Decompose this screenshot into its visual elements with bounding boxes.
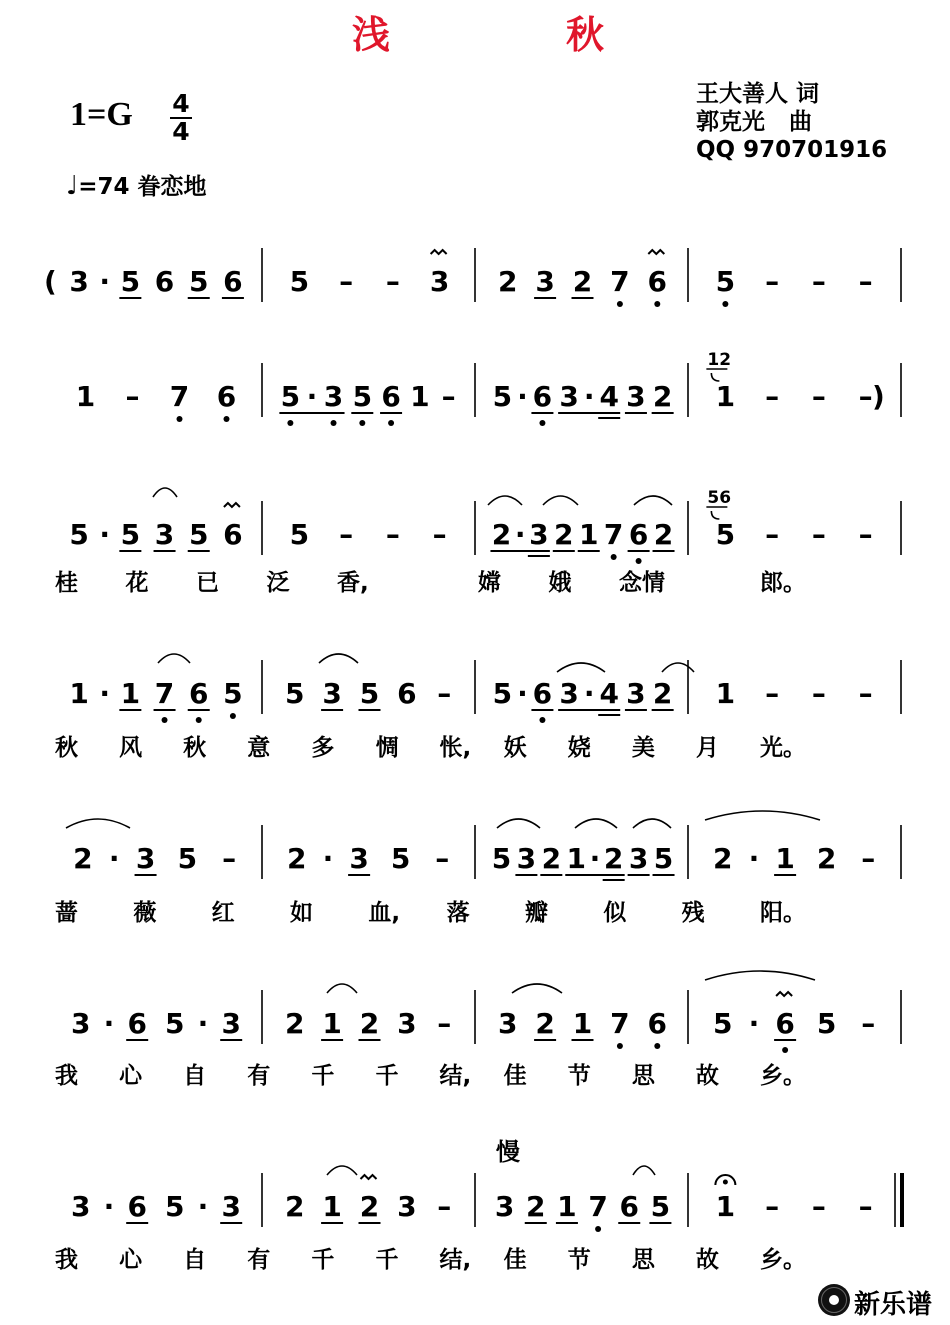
title-char-1: 浅	[352, 13, 391, 57]
slur	[488, 496, 522, 505]
lower-octave-dot	[230, 713, 236, 719]
lyric-word: 佳	[503, 1247, 527, 1273]
note: 5	[650, 1190, 671, 1223]
note: 2	[541, 842, 562, 875]
sustain-dash: –	[858, 677, 873, 710]
lower-octave-dot	[331, 420, 337, 426]
trill-icon	[776, 992, 792, 996]
sustain-dash: –	[858, 265, 873, 298]
note: 6	[619, 1190, 639, 1223]
quarter-note-icon: ♩	[66, 171, 79, 201]
dotted-note-mark: ·	[517, 677, 528, 710]
note: 7	[154, 677, 175, 710]
note: 6	[154, 265, 175, 298]
note: 3	[69, 265, 89, 298]
lyric-word: 红	[211, 900, 235, 926]
note: 6	[647, 1007, 668, 1040]
note: 6	[223, 265, 243, 298]
note: 3	[559, 677, 579, 710]
note: 7	[169, 380, 190, 413]
sustain-dash: –	[437, 677, 452, 710]
note: 6	[397, 677, 417, 710]
lyric-word: 思	[631, 1063, 655, 1089]
dotted-note-mark: ·	[99, 677, 111, 710]
note: 6	[532, 380, 553, 413]
slur	[575, 819, 617, 828]
sustain-dash: –	[858, 380, 873, 413]
note: 6	[127, 1190, 147, 1223]
lyric-word: 血,	[368, 900, 401, 926]
lyric-word: 乡。	[760, 1063, 806, 1089]
note: 2	[526, 1190, 546, 1223]
lower-octave-dot	[177, 416, 183, 422]
trill-icon	[224, 503, 240, 507]
note: 1	[322, 1007, 342, 1040]
note: 3	[535, 265, 555, 298]
lyric-word: 有	[247, 1063, 271, 1089]
lyric-word: 残	[681, 900, 705, 926]
lyric-word: 佳	[503, 1063, 527, 1089]
note: 5	[188, 518, 209, 551]
tempo-slow-marker: 慢	[496, 1138, 520, 1166]
lower-octave-dot	[224, 416, 230, 422]
note: 5	[390, 842, 411, 875]
sustain-dash: –	[858, 518, 873, 551]
note: 5	[120, 518, 141, 551]
lower-octave-dot	[611, 554, 617, 560]
sustain-dash: –	[385, 518, 400, 551]
note: 5	[120, 265, 141, 298]
note: 6	[188, 677, 209, 710]
note: 5	[492, 677, 513, 710]
dotted-note-mark: ·	[748, 842, 760, 875]
lyric-word: 泛	[266, 570, 290, 596]
lyric-word: 嫦	[478, 570, 501, 596]
lyric-word: 故	[695, 1247, 719, 1273]
note: 1	[557, 1190, 577, 1223]
note: 2	[653, 518, 674, 551]
lyric-word: 自	[183, 1247, 207, 1273]
slur	[633, 819, 671, 828]
sustain-dash: –	[765, 677, 780, 710]
note: 1	[715, 677, 736, 710]
slur	[512, 984, 562, 993]
qq-contact: QQ 970701916	[696, 137, 888, 163]
lyric-word: 娥	[548, 570, 572, 596]
slur	[662, 663, 694, 672]
slur	[327, 984, 357, 993]
lyric-word: 风	[119, 735, 143, 761]
slur	[543, 496, 578, 505]
note: 2	[73, 842, 93, 875]
slur	[705, 811, 820, 820]
lyric-word: 蔷	[55, 900, 78, 926]
note: 5	[715, 265, 736, 298]
sustain-dash: –	[385, 265, 400, 298]
dotted-note-mark: ·	[748, 1007, 760, 1040]
trill-icon	[431, 250, 447, 254]
note: 3	[516, 842, 537, 875]
slur	[158, 654, 190, 663]
lyric-word: 意	[247, 735, 271, 761]
lyric-word: 故	[695, 1063, 719, 1089]
lyric-word: 心	[119, 1063, 143, 1089]
sustain-dash: –	[765, 380, 780, 413]
lyricist-credit: 王大善人 词	[696, 81, 820, 107]
note: 2	[652, 677, 673, 710]
dotted-note-mark: ·	[517, 380, 528, 413]
sustain-dash: –	[437, 1190, 452, 1223]
note: 3	[221, 1190, 241, 1223]
lyric-word: 秋	[55, 735, 78, 761]
note: 2	[572, 265, 593, 298]
note: 3	[397, 1190, 417, 1223]
note: 6	[532, 677, 553, 710]
dotted-note-mark: ·	[583, 380, 595, 413]
close-parenthesis: )	[872, 380, 885, 413]
note: 3	[349, 842, 369, 875]
slur	[633, 1166, 655, 1175]
note: 6	[628, 518, 649, 551]
slur	[327, 1166, 357, 1175]
sustain-dash: –	[339, 518, 354, 551]
slur	[319, 654, 358, 663]
lyric-word: 瓣	[525, 900, 548, 926]
dotted-note-mark: ·	[197, 1007, 209, 1040]
note: 5	[289, 518, 310, 551]
lyric-word: 落	[446, 900, 470, 926]
note: 5	[816, 1007, 837, 1040]
grace-notes: 56	[707, 488, 732, 508]
lyric-word: 桂	[55, 570, 78, 596]
sustain-dash: –	[858, 1190, 873, 1223]
note: 6	[223, 518, 243, 551]
note: 5	[223, 677, 243, 710]
tempo-text: =74 眷恋地	[78, 174, 207, 200]
note: 3	[322, 677, 342, 710]
note: 2	[491, 518, 512, 551]
note: 3	[497, 1007, 518, 1040]
lyric-word: 薇	[133, 900, 157, 926]
lower-octave-dot	[359, 420, 365, 426]
note: 1	[69, 677, 89, 710]
note: 3	[135, 842, 156, 875]
open-parenthesis: (	[44, 265, 57, 298]
lyric-word: 结,	[439, 1247, 472, 1273]
note: 6	[127, 1007, 147, 1040]
lyric-word: 郎。	[760, 570, 806, 596]
dotted-note-mark: ·	[103, 1190, 115, 1223]
lyric-word: 结,	[439, 1063, 472, 1089]
lower-octave-dot	[388, 420, 394, 426]
note: 6	[381, 380, 401, 413]
lyric-word: 已	[196, 570, 219, 596]
lyric-word: 娆	[567, 735, 591, 761]
lyric-word: 似	[603, 900, 627, 926]
note: 2	[497, 265, 518, 298]
note: 6	[216, 380, 237, 413]
lyric-word: 思	[631, 1247, 655, 1273]
lyric-word: 乡。	[760, 1247, 806, 1273]
title-char-2: 秋	[566, 13, 605, 57]
note: 5	[165, 1190, 185, 1223]
lyric-word: 美	[631, 735, 655, 761]
lower-octave-dot	[162, 717, 168, 723]
slur	[497, 819, 540, 828]
note: 1	[715, 380, 736, 413]
sustain-dash: –	[811, 518, 826, 551]
lyric-word: 香,	[337, 570, 369, 596]
slur	[634, 496, 672, 505]
note: 5	[280, 380, 301, 413]
lyric-word: 节	[567, 1247, 591, 1273]
record-disc-icon	[818, 1284, 850, 1316]
lyric-word: 心	[119, 1247, 143, 1273]
note: 3	[323, 380, 344, 413]
note: 3	[628, 842, 649, 875]
note: 5	[352, 380, 373, 413]
lyric-word: 千	[375, 1247, 399, 1273]
sustain-dash: –	[435, 842, 450, 875]
note: 2	[359, 1190, 380, 1223]
note: 2	[652, 380, 673, 413]
note: 7	[610, 265, 630, 298]
note: 3	[221, 1007, 241, 1040]
dotted-note-mark: ·	[197, 1190, 209, 1223]
lyric-word: 多	[311, 735, 335, 761]
note: 2	[284, 1007, 305, 1040]
dotted-note-mark: ·	[103, 1007, 115, 1040]
sustain-dash: –	[861, 1007, 876, 1040]
lower-octave-dot	[196, 717, 202, 723]
note: 3	[559, 380, 579, 413]
dotted-note-mark: ·	[322, 842, 334, 875]
dotted-note-mark: ·	[583, 677, 595, 710]
note: 3	[154, 518, 175, 551]
note: 6	[775, 1007, 795, 1040]
lyric-word: 节	[567, 1063, 591, 1089]
lyric-word: 阳。	[760, 900, 806, 926]
note: 3	[494, 1190, 515, 1223]
note: 2	[603, 842, 624, 875]
trill-icon	[648, 250, 664, 254]
sustain-dash: –	[811, 265, 826, 298]
sustain-dash: –	[765, 518, 780, 551]
note: 2	[816, 842, 837, 875]
time-sig-bottom: 4	[172, 117, 190, 146]
lower-octave-dot	[617, 1043, 623, 1049]
composer-credit: 郭克光 曲	[696, 109, 813, 135]
lyric-word: 念情	[619, 570, 665, 596]
note: 1	[322, 1190, 342, 1223]
dotted-note-mark: ·	[589, 842, 601, 875]
sustain-dash: –	[811, 677, 826, 710]
lower-octave-dot	[595, 1226, 601, 1232]
lyric-word: 妖	[503, 735, 527, 761]
note: 5	[713, 1007, 733, 1040]
sustain-dash: –	[432, 518, 447, 551]
lower-octave-dot	[654, 1043, 660, 1049]
lower-octave-dot	[654, 301, 660, 307]
lyric-word: 我	[55, 1063, 78, 1089]
sustain-dash: –	[437, 1007, 452, 1040]
note: 1	[75, 380, 96, 413]
sustain-dash: –	[125, 380, 140, 413]
lyric-word: 我	[55, 1247, 78, 1273]
lyric-word: 自	[183, 1063, 207, 1089]
lyric-word: 千	[311, 1063, 335, 1089]
lyric-word: 光。	[760, 735, 806, 761]
dotted-note-mark: ·	[108, 842, 120, 875]
note: 5	[188, 265, 209, 298]
note: 5	[491, 842, 512, 875]
lyric-word: 怅,	[439, 735, 472, 761]
note: 3	[529, 518, 549, 551]
lyric-word: 惆	[375, 735, 399, 761]
note: 1	[120, 677, 141, 710]
note: 7	[603, 518, 624, 551]
dotted-note-mark: ·	[514, 518, 526, 551]
slur	[153, 488, 177, 497]
sustain-dash: –	[222, 842, 237, 875]
note: 5	[165, 1007, 185, 1040]
note: 1	[775, 842, 795, 875]
lyric-word: 秋	[183, 735, 207, 761]
sustain-dash: –	[441, 380, 456, 413]
sustain-dash: –	[765, 1190, 780, 1223]
lyric-word: 千	[311, 1247, 335, 1273]
note: 2	[287, 842, 307, 875]
note: 3	[626, 380, 646, 413]
note: 2	[284, 1190, 305, 1223]
sustain-dash: –	[811, 1190, 826, 1223]
note: 5	[284, 677, 305, 710]
lower-octave-dot	[722, 301, 728, 307]
note: 1	[578, 518, 599, 551]
lyric-word: 月	[695, 735, 719, 761]
note: 5	[69, 518, 89, 551]
note: 5	[653, 842, 674, 875]
key-signature: 1=G	[70, 96, 133, 133]
note: 2	[554, 518, 574, 551]
note: 1	[410, 380, 430, 413]
note: 2	[535, 1007, 555, 1040]
grace-notes: 12	[707, 350, 732, 370]
note: 1	[566, 842, 587, 875]
sustain-dash: –	[339, 265, 354, 298]
slur	[705, 971, 815, 980]
note: 5	[177, 842, 198, 875]
note: 5	[715, 518, 736, 551]
note: 7	[610, 1007, 630, 1040]
note: 3	[429, 265, 450, 298]
note: 7	[588, 1190, 608, 1223]
dotted-note-mark: ·	[306, 380, 318, 413]
lower-octave-dot	[539, 420, 545, 426]
note: 5	[289, 265, 310, 298]
note: 5	[492, 380, 513, 413]
note: 1	[715, 1190, 736, 1223]
sustain-dash: –	[861, 842, 876, 875]
slur	[557, 663, 605, 672]
note: 3	[626, 677, 646, 710]
slur	[66, 819, 130, 828]
trill-icon	[361, 1175, 377, 1179]
note: 2	[359, 1007, 380, 1040]
logo-text: 新乐谱	[854, 1290, 933, 1320]
note: 5	[359, 677, 380, 710]
lower-octave-dot	[617, 301, 623, 307]
lower-octave-dot	[636, 558, 642, 564]
fermata-dot	[723, 1180, 728, 1185]
note: 1	[572, 1007, 593, 1040]
note: 4	[599, 380, 619, 413]
lyric-word: 如	[290, 900, 313, 926]
lower-octave-dot	[539, 717, 545, 723]
note: 2	[713, 842, 733, 875]
note: 3	[71, 1007, 91, 1040]
time-sig-top: 4	[172, 89, 190, 118]
lyric-word: 有	[247, 1247, 271, 1273]
sustain-dash: –	[765, 265, 780, 298]
lower-octave-dot	[287, 420, 293, 426]
dotted-note-mark: ·	[99, 518, 111, 551]
lyric-word: 千	[375, 1063, 399, 1089]
note: 3	[397, 1007, 417, 1040]
note: 4	[599, 677, 619, 710]
note: 3	[71, 1190, 91, 1223]
lyric-word: 花	[125, 570, 149, 596]
dotted-note-mark: ·	[99, 265, 111, 298]
lower-octave-dot	[782, 1047, 788, 1053]
note: 6	[647, 265, 668, 298]
sustain-dash: –	[811, 380, 826, 413]
